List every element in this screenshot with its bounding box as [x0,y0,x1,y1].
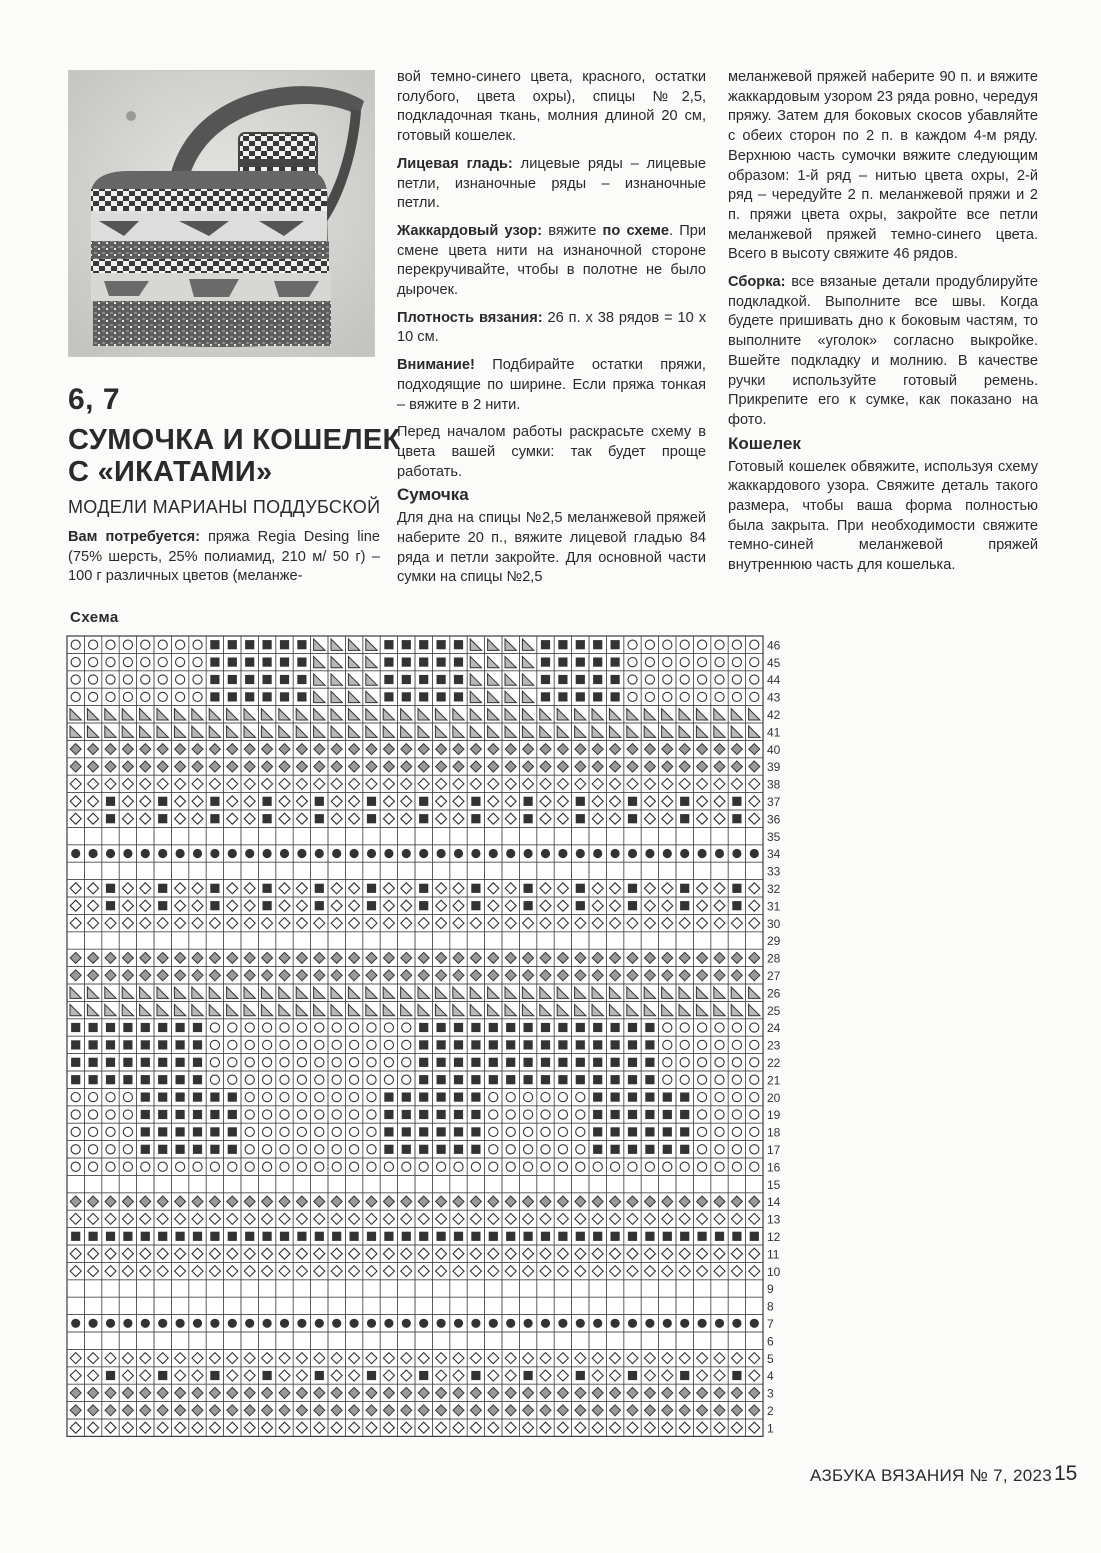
row-label: 28 [767,951,781,966]
row-label: 13 [767,1212,781,1227]
row-label: 10 [767,1264,781,1279]
row-label: 37 [767,795,781,809]
jacquard-bold: по схеме [602,222,669,239]
text-column-1 [397,68,706,596]
attention-text: Подбирайте остатки пряжи, подходящие по ширине. Если пряжа тонкая – вяжите в 2 нити. [397,357,706,413]
row-label: 6 [767,1334,774,1349]
row-label: 30 [767,916,781,931]
page-number: 15 [1054,1462,1078,1485]
row-label: 14 [767,1195,781,1210]
row-label: 26 [767,986,781,1001]
jacquard-label: Жаккардовый узор: [397,222,543,239]
row-label: 29 [767,934,781,949]
row-label: 42 [767,708,781,722]
row-label: 35 [767,829,781,844]
materials-text: пряжа Regia Desing line (75% шерсть, 25% полиамид, 210 м/ 50 г) – 100 г различных цветов (меланже- [68,529,380,585]
row-label: 46 [767,638,781,653]
page-title [68,424,401,488]
density-paragraph [397,309,706,348]
row-label: 4 [767,1369,774,1384]
bag-photo [68,70,375,357]
row-label: 3 [767,1386,774,1401]
row-label: 18 [767,1125,781,1140]
subtitle: МОДЕЛИ МАРИАНЫ ПОДДУБСКОЙ [68,497,381,517]
row-label: 17 [767,1143,781,1157]
assembly-paragraph [728,273,1038,431]
row-label: 22 [767,1056,781,1070]
row-label: 15 [767,1177,781,1192]
wallet-paragraph: Готовый кошелек обвяжите, используя схему жаккардового узора. Свяжите деталь такого размера, чтобы ваша форма полностью была закрыта. При необходимости свяжите темно-синей меланжевой пряжей внутреннюю часть для кошелька. [728,458,1038,574]
materials-column [68,528,380,595]
row-label: 31 [767,899,781,914]
bag-continued: меланжевой пряжей наберите 90 п. и вяжите жаккардовым узором 23 ряда ровно, чередуя пряжу. Затем для боковых скосов убавляйте с обеих сторон по 2 п. в каждом 4-м ряду. Верхнюю часть сумочки вяжите следующим образом: 1-й ряд – нитью цвета охры, 2-й ряд – чередуйте 2 п. меланжевой пряжи и 2 п. пряжи цвета охры, закройте все петли меланжевой пряжей темно-синего цвета. Всего в высоту свяжите 46 рядов. [728,69,1038,263]
row-label: 19 [767,1108,781,1123]
stockinette-text: лицевые ряды – лицевые петли, изнаночные ряды – изнаночные петли. [397,155,706,212]
row-label: 20 [767,1090,781,1105]
stockinette-paragraph [397,155,706,214]
jacquard-text-1: вяжите [542,222,603,239]
row-label: 21 [767,1073,781,1088]
row-label: 45 [767,655,781,670]
row-label: 23 [767,1038,781,1053]
bag [91,171,331,347]
row-label: 5 [767,1351,774,1366]
text-column-2 [728,68,1038,584]
scheme-label: Схема [70,609,119,626]
row-label: 16 [767,1160,781,1175]
row-label: 34 [767,847,781,862]
row-label: 44 [767,673,781,688]
bag-heading: Сумочка [397,485,469,505]
attention-paragraph [397,356,706,415]
bag-paragraph: Для дна на спицы №2,5 меланжевой пряжей наберите 20 п., вяжите лицевой гладью 84 ряда и петли закройте. Для основной части сумки на спицы №2,5 [397,510,706,586]
row-label: 24 [767,1021,781,1036]
materials-label: Вам потребуется: [68,529,200,545]
row-label: 38 [767,777,781,792]
row-label: 33 [767,864,781,879]
row-label: 32 [767,882,781,896]
row-label: 9 [767,1282,774,1297]
knitting-chart [66,635,1046,1440]
materials-continued: вой темно-синего цвета, красного, остатки голубого, цвета охры), спицы №2,5, подкладочная ткань, молния длиной 20 см, готовый кошелек. [397,69,706,145]
jacquard-paragraph [397,222,706,301]
row-label: 7 [767,1317,774,1331]
materials-paragraph [68,528,380,587]
density-label: Плотность вязания: [397,309,543,326]
magazine-footer: АЗБУКА ВЯЗАНИЯ № 7, 2023 [810,1466,1052,1485]
wallet-heading: Кошелек [728,433,801,453]
row-label: 39 [767,760,781,775]
row-label: 41 [767,725,781,740]
row-label: 12 [767,1230,781,1244]
before-paragraph: Перед началом работы раскрасьте схему в цвета вашей сумки: так будет проще работать. [397,424,706,480]
row-label: 27 [767,969,781,983]
row-label: 1 [767,1421,774,1436]
assembly-label: Сборка: [728,274,786,291]
row-label: 25 [767,1003,781,1018]
row-label: 2 [767,1404,774,1418]
assembly-text: все вязаные детали продублируйте подкладкой. Выполните все швы. Когда будете пришивать дно к боковым частям, то выполните «уголок» согласно выкройке. Вшейте подкладку и молнию. В качестве ручки используйте готовый ремень. Прикрепите его к сумке, как показано на фото. [728,274,1038,428]
title-line-1: СУМОЧКА И КОШЕЛЕК [68,424,401,456]
row-label: 11 [767,1247,780,1262]
jacquard-text-2: . При смене цвета нити на изнаночной стороне перекручивайте, чтобы в полотне не было дырочек. [397,222,707,299]
row-label: 43 [767,690,781,705]
attention-label: Внимание! [397,357,475,374]
stockinette-label: Лицевая гладь: [397,155,513,172]
model-number: 6, 7 [68,383,121,416]
bag-illustration [69,71,374,356]
row-label: 8 [767,1299,774,1314]
density-text: 26 п. х 38 рядов = 10 х 10 см. [397,309,706,346]
title-line-2: С «ИКАТАМИ» [68,456,273,488]
row-label: 36 [767,812,781,827]
row-label: 40 [767,742,781,757]
